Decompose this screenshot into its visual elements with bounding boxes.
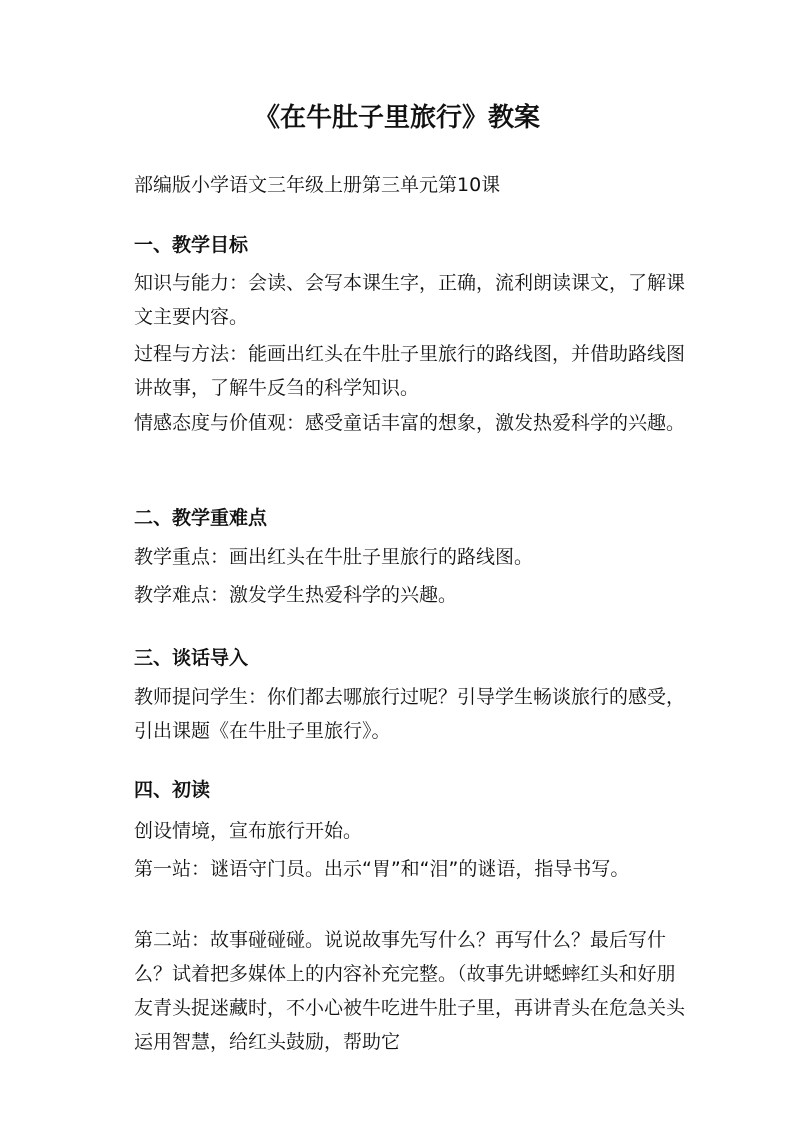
paragraph-first-stop: 第一站：谜语守门员。出示“胃”和“泪”的谜语，指导书写。: [134, 858, 630, 880]
paragraph-second-stop: 第二站：故事碰碰碰。说说故事先写什么？再写什么？最后写什么？试着把多媒体上的内容补充完整。（故事先讲蟋蟀红头和好朋友青头捉迷藏时，不小心被牛吃进牛肚子里，再讲青头在危急关头运用智慧，给红头鼓励，帮助它: [134, 929, 686, 1053]
paragraph-teacher-question: 教师提问学生：你们都去哪旅行过呢？引导学生畅谈旅行的感受，引出课题《在牛肚子里旅行》。: [134, 686, 686, 742]
section-heading-first-reading: 四、初读: [134, 779, 211, 801]
paragraph-scenario: 创设情境，宣布旅行开始。: [134, 820, 363, 842]
paragraph-emotion-values: 情感态度与价值观：感受童话丰富的想象，激发热爱科学的兴趣。: [134, 412, 686, 434]
section-heading-key-difficult-points: 二、教学重难点: [134, 507, 268, 529]
section-heading-objectives: 一、教学目标: [134, 234, 249, 256]
section-heading-introduction: 三、谈话导入: [134, 647, 249, 669]
paragraph-process-method: 过程与方法：能画出红头在牛肚子里旅行的路线图，并借助路线图讲故事，了解牛反刍的科学知识。: [134, 343, 686, 399]
paragraph-knowledge-ability: 知识与能力：会读、会写本课生字，正确，流利朗读课文，了解课文主要内容。: [134, 272, 686, 328]
paragraph-key-point: 教学重点：画出红头在牛肚子里旅行的路线图。: [134, 546, 534, 568]
paragraph-difficult-point: 教学难点：激发学生热爱科学的兴趣。: [134, 584, 458, 606]
document-title: 《在牛肚子里旅行》教案: [253, 103, 540, 133]
document-subtitle: 部编版小学语文三年级上册第三单元第10课: [134, 174, 501, 196]
